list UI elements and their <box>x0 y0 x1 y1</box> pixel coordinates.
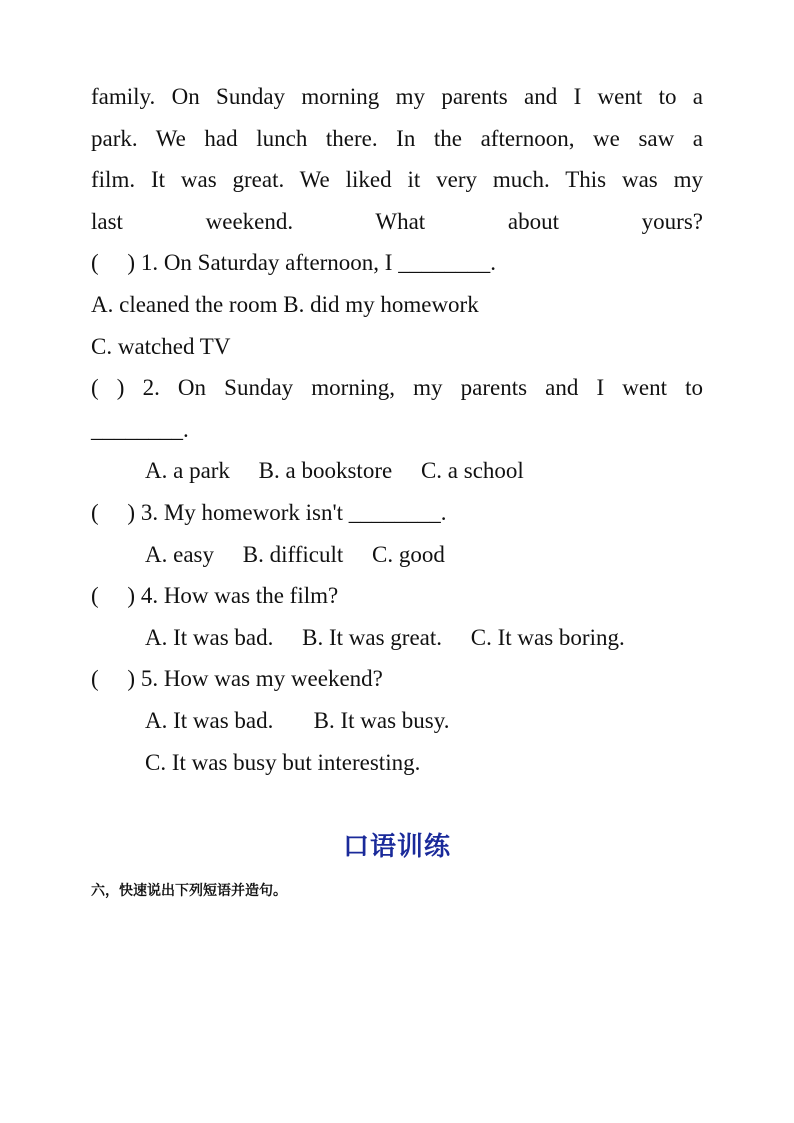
question-1 <box>91 242 703 367</box>
passage-line: last weekend. What about yours? <box>91 208 703 234</box>
question-options: C. watched TV <box>91 333 231 359</box>
question-4 <box>91 575 703 658</box>
section-title: 口语训练 <box>342 832 451 862</box>
question-stem-continued: ________. <box>91 416 189 442</box>
question-stem: ( ) 2. On Sunday morning, my parents and I went to <box>91 375 703 401</box>
passage-line: park. We had lunch there. In the afternoon, we saw a <box>91 125 703 151</box>
question-options: A. It was bad. B. It was busy. <box>145 707 450 733</box>
worksheet-page <box>91 76 703 783</box>
question-5 <box>91 658 703 783</box>
section-instruction: 六，快速说出下列短语并造句。 <box>91 883 287 899</box>
question-options: C. It was busy but interesting. <box>145 749 421 775</box>
question-stem: ( ) 3. My homework isn't ________. <box>91 499 447 525</box>
passage-line: film. It was great. We liked it very much. This was my <box>91 167 703 193</box>
question-stem: ( ) 5. How was my weekend? <box>91 666 383 692</box>
question-stem: ( ) 4. How was the film? <box>91 583 339 609</box>
question-options: A. a park B. a bookstore C. a school <box>145 458 524 484</box>
question-options: A. It was bad. B. It was great. C. It was boring. <box>145 624 625 650</box>
question-3 <box>91 492 703 575</box>
reading-passage <box>91 76 703 242</box>
question-options: A. easy B. difficult C. good <box>145 541 445 567</box>
question-options: A. cleaned the room B. did my homework <box>91 291 479 317</box>
passage-line: family. On Sunday morning my parents and I went to a <box>91 84 703 109</box>
question-stem: ( ) 1. On Saturday afternoon, I ________. <box>91 250 496 276</box>
question-2 <box>91 367 703 492</box>
